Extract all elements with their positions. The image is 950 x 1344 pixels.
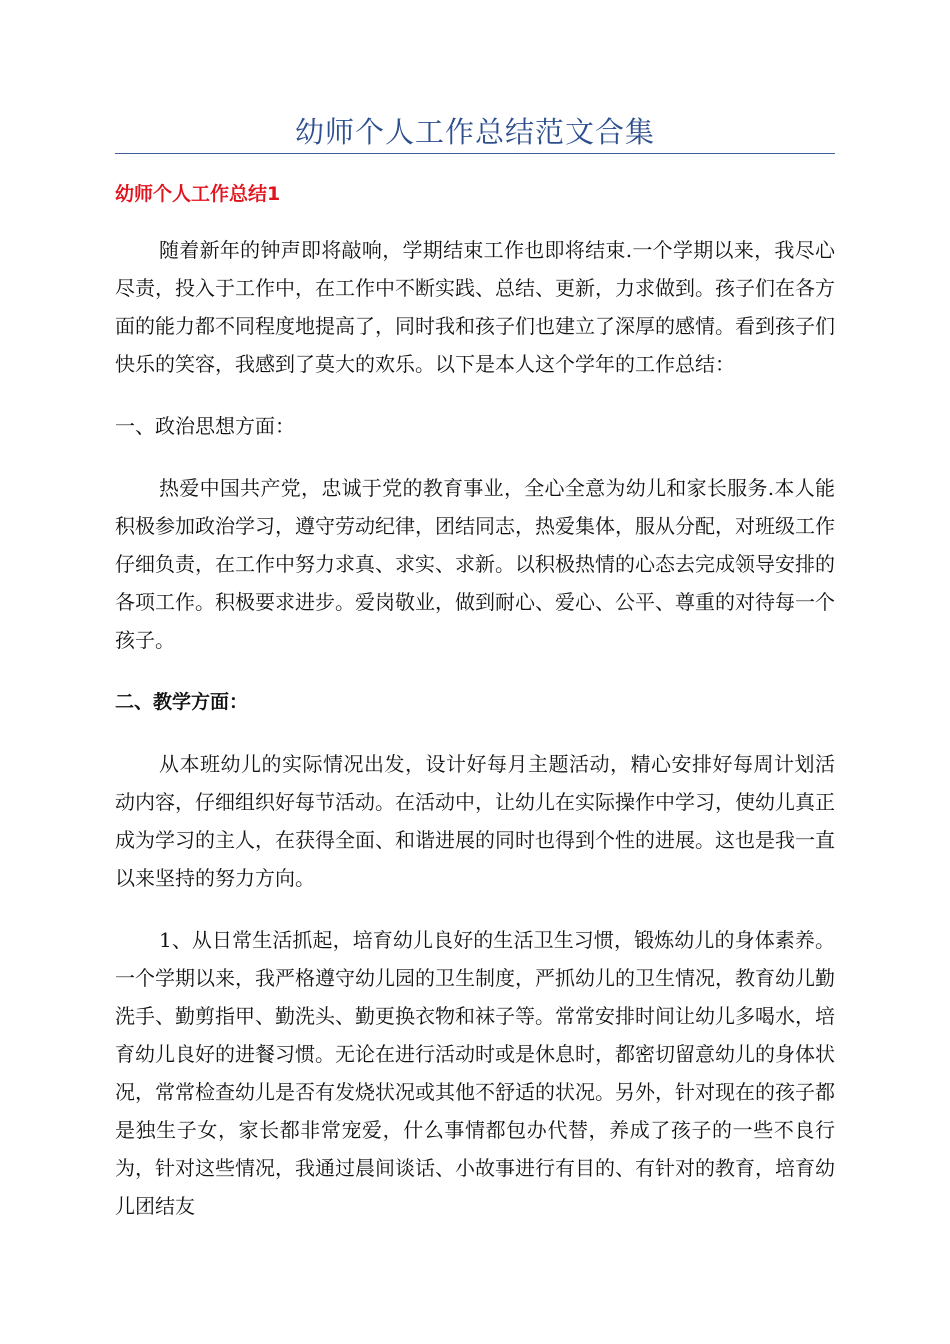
section-heading: 幼师个人工作总结1 <box>115 183 281 205</box>
political-heading: 一、政治思想方面： <box>115 414 295 438</box>
document-body <box>115 175 835 1225</box>
intro-paragraph: 随着新年的钟声即将敲响，学期结束工作也即将结束.一个学期以来，我尽心尽责，投入于工作中，在工作中不断实践、总结、更新，力求做到。孩子们在各方面的能力都不同程度地提高了，同时我和孩子们也建立了深厚的感情。看到孩子们快乐的笑容，我感到了莫大的欢乐。以下是本人这个学年的工作总结： <box>115 238 835 376</box>
document-title: 幼师个人工作总结范文合集 <box>294 115 655 149</box>
political-paragraph: 热爱中国共产党，忠诚于党的教育事业，全心全意为幼儿和家长服务.本人能积极参加政治学习，遵守劳动纪律，团结同志，热爱集体，服从分配，对班级工作仔细负责，在工作中努力求真、求实、求新。以积极热情的心态去完成领导安排的各项工作。积极要求进步。爱岗敬业，做到耐心、爱心、公平、尊重的对待每一个孩子。 <box>115 476 835 652</box>
spacer <box>115 445 835 469</box>
spacer <box>115 721 835 745</box>
spacer <box>115 383 835 407</box>
point-1-paragraph: 1、从日常生活抓起，培育幼儿良好的生活卫生习惯，锻炼幼儿的身体素养。一个学期以来，我严格遵守幼儿园的卫生制度，严抓幼儿的卫生情况，教育幼儿勤洗手、勤剪指甲、勤洗头、勤更换衣物和袜子等。常常安排时间让幼儿多喝水，培育幼儿良好的进餐习惯。无论在进行活动时或是休息时，都密切留意幼儿的身体状况，常常检查幼儿是否有发烧状况或其他不舒适的状况。另外，针对现在的孩子都是独生子女，家长都非常宠爱，什么事情都包办代替，养成了孩子的一些不良行为，针对这些情况，我通过晨间谈话、小故事进行有目的、有针对的教育，培育幼儿团结友 <box>115 928 835 1218</box>
spacer <box>115 659 835 683</box>
title-underline <box>115 153 835 154</box>
spacer <box>115 897 835 921</box>
teaching-paragraph: 从本班幼儿的实际情况出发，设计好每月主题活动，精心安排好每周计划活动内容，仔细组织好每节活动。在活动中，让幼儿在实际操作中学习，使幼儿真正成为学习的主人，在获得全面、和谐进展的同时也得到个性的进展。这也是我一直以来坚持的努力方向。 <box>115 752 835 890</box>
spacer <box>115 213 835 231</box>
teaching-heading: 二、教学方面： <box>115 691 249 713</box>
